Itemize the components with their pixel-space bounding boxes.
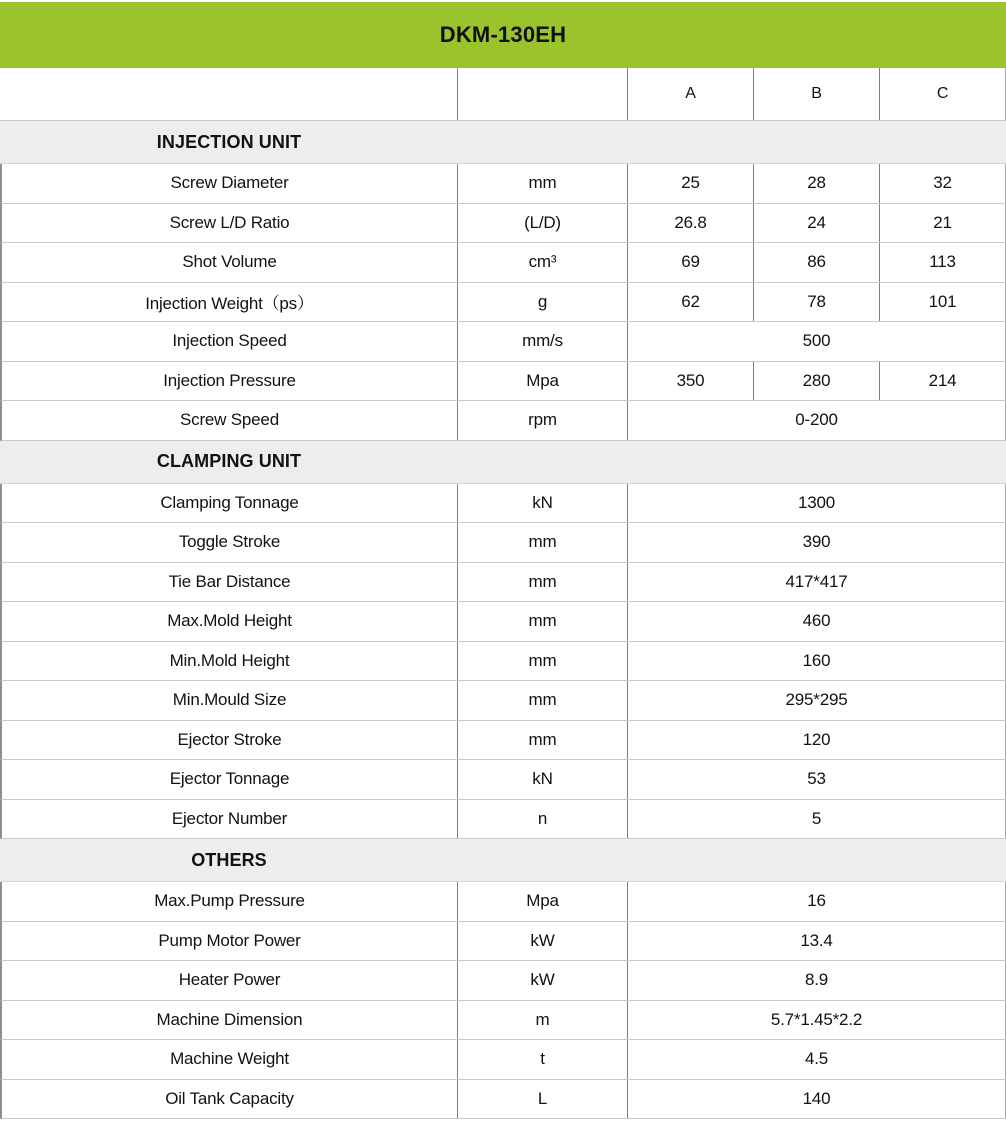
table-row [0, 1040, 1006, 1080]
row-value-a: 62 [628, 283, 754, 322]
table-row [0, 401, 1006, 441]
table-row [0, 642, 1006, 682]
row-unit: kN [458, 484, 628, 523]
model-header-bar [0, 2, 1006, 68]
table-row [0, 322, 1006, 362]
column-header-c: C [880, 68, 1006, 120]
section-title: CLAMPING UNIT [156, 451, 302, 471]
row-label: Injection Pressure [2, 362, 458, 401]
row-value-span: 120 [628, 721, 1006, 760]
row-value-span: 140 [628, 1080, 1006, 1119]
row-unit: cm³ [458, 243, 628, 282]
section-header-injection-unit [0, 121, 1006, 164]
row-value-span: 460 [628, 602, 1006, 641]
row-label: Toggle Stroke [2, 523, 458, 562]
row-unit: (L/D) [458, 204, 628, 243]
row-value-c: 214 [880, 362, 1006, 401]
row-label: Max.Pump Pressure [2, 882, 458, 921]
table-row [0, 800, 1006, 840]
row-unit: mm [458, 642, 628, 681]
row-value-b: 24 [754, 204, 880, 243]
row-unit: kW [458, 961, 628, 1000]
row-unit: n [458, 800, 628, 839]
table-row [0, 362, 1006, 402]
table-row [0, 484, 1006, 524]
row-unit: Mpa [458, 362, 628, 401]
row-value-c: 32 [880, 164, 1006, 203]
row-value-b: 78 [754, 283, 880, 322]
section-header-clamping-unit [0, 441, 1006, 484]
row-label: Max.Mold Height [2, 602, 458, 641]
row-label: Ejector Tonnage [2, 760, 458, 799]
row-unit: mm [458, 164, 628, 203]
row-label: Machine Dimension [2, 1001, 458, 1040]
row-value-span: 53 [628, 760, 1006, 799]
row-unit: mm [458, 563, 628, 602]
row-value-span: 500 [628, 322, 1006, 361]
row-label: Min.Mold Height [2, 642, 458, 681]
table-row [0, 283, 1006, 323]
row-value-span: 295*295 [628, 681, 1006, 720]
table-row [0, 164, 1006, 204]
row-label: Tie Bar Distance [2, 563, 458, 602]
table-row [0, 882, 1006, 922]
table-row [0, 523, 1006, 563]
table-row [0, 681, 1006, 721]
row-value-span: 5.7*1.45*2.2 [628, 1001, 1006, 1040]
row-value-span: 4.5 [628, 1040, 1006, 1079]
table-row [0, 1001, 1006, 1041]
row-value-span: 0-200 [628, 401, 1006, 440]
row-unit: t [458, 1040, 628, 1079]
row-value-span: 13.4 [628, 922, 1006, 961]
row-unit: mm [458, 681, 628, 720]
row-unit: L [458, 1080, 628, 1119]
spec-table-body [0, 121, 1006, 1119]
table-row [0, 760, 1006, 800]
row-label: Machine Weight [2, 1040, 458, 1079]
row-label: Ejector Number [2, 800, 458, 839]
row-unit: mm [458, 721, 628, 760]
row-unit: kN [458, 760, 628, 799]
row-value-b: 28 [754, 164, 880, 203]
row-label: Pump Motor Power [2, 922, 458, 961]
row-unit: mm/s [458, 322, 628, 361]
row-unit: kW [458, 922, 628, 961]
column-header-row [0, 68, 1006, 121]
table-row [0, 922, 1006, 962]
table-row [0, 243, 1006, 283]
table-row [0, 602, 1006, 642]
row-label: Injection Weight（ps） [2, 283, 458, 322]
section-title: INJECTION UNIT [156, 131, 302, 152]
row-value-a: 350 [628, 362, 754, 401]
column-header-b: B [754, 68, 880, 120]
row-unit: Mpa [458, 882, 628, 921]
row-value-a: 26.8 [628, 204, 754, 243]
column-header-a: A [628, 68, 754, 120]
row-unit: g [458, 283, 628, 322]
row-value-span: 390 [628, 523, 1006, 562]
table-row [0, 204, 1006, 244]
row-label: Shot Volume [2, 243, 458, 282]
row-label: Clamping Tonnage [2, 484, 458, 523]
table-row [0, 1080, 1006, 1120]
row-value-a: 25 [628, 164, 754, 203]
table-row [0, 961, 1006, 1001]
spec-sheet [0, 2, 1006, 1119]
header-spacer-parameter [0, 68, 458, 120]
row-label: Screw Speed [2, 401, 458, 440]
row-unit: mm [458, 602, 628, 641]
row-value-span: 417*417 [628, 563, 1006, 602]
row-label: Min.Mould Size [2, 681, 458, 720]
section-header-others [0, 839, 1006, 882]
row-label: Screw L/D Ratio [2, 204, 458, 243]
row-unit: mm [458, 523, 628, 562]
row-value-b: 280 [754, 362, 880, 401]
model-title: DKM-130EH [439, 22, 567, 47]
row-value-span: 5 [628, 800, 1006, 839]
row-value-c: 101 [880, 283, 1006, 322]
row-value-span: 160 [628, 642, 1006, 681]
row-label: Injection Speed [2, 322, 458, 361]
row-value-c: 113 [880, 243, 1006, 282]
row-label: Heater Power [2, 961, 458, 1000]
row-value-c: 21 [880, 204, 1006, 243]
row-value-b: 86 [754, 243, 880, 282]
row-label: Oil Tank Capacity [2, 1080, 458, 1119]
row-value-span: 1300 [628, 484, 1006, 523]
header-spacer-unit [458, 68, 628, 120]
section-title: OTHERS [191, 849, 267, 870]
row-value-span: 8.9 [628, 961, 1006, 1000]
row-value-span: 16 [628, 882, 1006, 921]
row-label: Screw Diameter [2, 164, 458, 203]
row-unit: m [458, 1001, 628, 1040]
row-label: Ejector Stroke [2, 721, 458, 760]
row-value-a: 69 [628, 243, 754, 282]
row-unit: rpm [458, 401, 628, 440]
table-row [0, 563, 1006, 603]
table-row [0, 721, 1006, 761]
